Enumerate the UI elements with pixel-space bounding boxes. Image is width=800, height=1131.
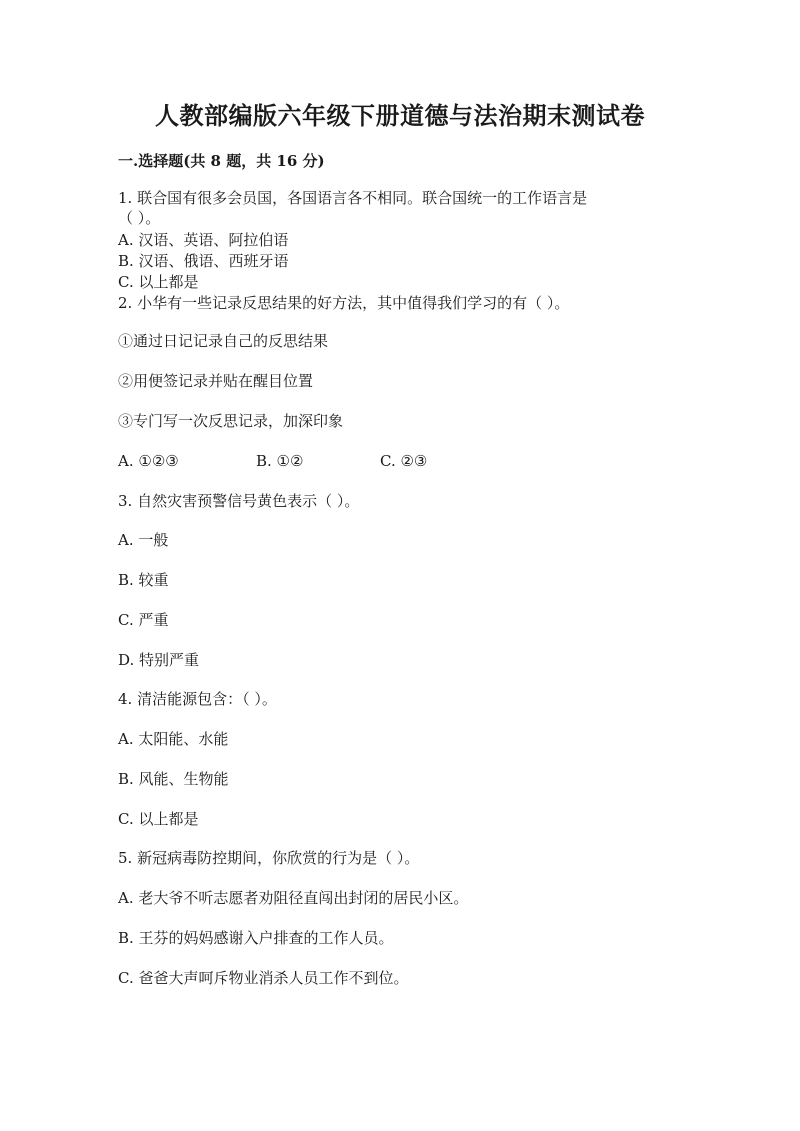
q3-option-b: B. 较重 xyxy=(118,571,169,589)
q3-option-c: C. 严重 xyxy=(118,611,169,629)
q4-option-c: C. 以上都是 xyxy=(118,810,199,828)
q2-option-b: B. ①② xyxy=(256,452,304,470)
q3-option-d: D. 特别严重 xyxy=(118,651,200,669)
page-title: 人教部编版六年级下册道德与法治期末测试卷 xyxy=(155,101,645,130)
q1-stem-line2: （ ）。 xyxy=(118,209,161,227)
q3-stem: 3. 自然灾害预警信号黄色表示（ ）。 xyxy=(118,492,360,510)
q1-option-a: A. 汉语、英语、阿拉伯语 xyxy=(118,231,289,249)
q5-option-c: C. 爸爸大声呵斥物业消杀人员工作不到位。 xyxy=(118,969,409,987)
q4-stem: 4. 清洁能源包含：（ ）。 xyxy=(118,690,277,708)
q1-option-b: B. 汉语、俄语、西班牙语 xyxy=(118,252,289,270)
q5-option-b: B. 王芬的妈妈感谢入户排查的工作人员。 xyxy=(118,929,394,947)
q2-option-c: C. ②③ xyxy=(380,452,428,470)
q3-option-a: A. 一般 xyxy=(118,531,169,549)
q1-option-c: C. 以上都是 xyxy=(118,273,199,291)
q2-option-a: A. ①②③ xyxy=(118,452,179,470)
q5-stem: 5. 新冠病毒防控期间，你欣赏的行为是（ ）。 xyxy=(118,849,420,867)
q2-stem: 2. 小华有一些记录反思结果的好方法，其中值得我们学习的有（ ）。 xyxy=(118,294,570,312)
q2-item-1: ①通过日记记录自己的反思结果 xyxy=(118,332,329,350)
q5-option-a: A. 老大爷不听志愿者劝阻径直闯出封闭的居民小区。 xyxy=(118,889,469,907)
section-heading: 一.选择题(共 8 题，共 16 分) xyxy=(118,152,325,170)
q4-option-a: A. 太阳能、水能 xyxy=(118,730,229,748)
q4-option-b: B. 风能、生物能 xyxy=(118,770,229,788)
q2-options-row xyxy=(118,451,518,471)
q2-item-3: ③专门写一次反思记录，加深印象 xyxy=(118,412,344,430)
q2-item-2: ②用便签记录并贴在醒目位置 xyxy=(118,372,314,390)
q1-stem-line1: 1. 联合国有很多会员国，各国语言各不相同。联合国统一的工作语言是 xyxy=(118,189,588,207)
